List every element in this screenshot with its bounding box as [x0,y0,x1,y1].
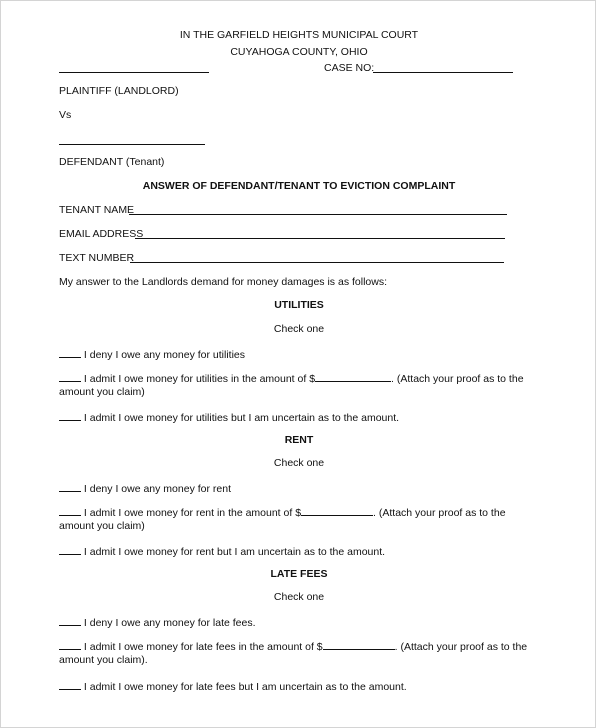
late-fees-deny-option[interactable] [59,615,256,630]
late-fees-uncertain-checkbox[interactable] [59,679,81,690]
utilities-amount-field[interactable] [315,371,391,382]
utilities-uncertain-option[interactable] [59,410,399,425]
late-fees-uncertain-text: I admit I owe money for late fees but I am uncertain as to the amount. [83,681,407,693]
intro-text: My answer to the Landlords demand for money damages is as follows: [59,276,387,288]
rent-admit-checkbox[interactable] [59,505,81,516]
rent-admit-text: I admit I owe money for rent in the amount of $ [83,507,302,519]
rent-admit-option[interactable] [59,505,506,520]
text-number-label: TEXT NUMBER [59,252,135,264]
utilities-admit-checkbox[interactable] [59,371,81,382]
rent-uncertain-option[interactable] [59,544,385,559]
late-fees-uncertain-option[interactable] [59,679,407,694]
case-no-line[interactable] [373,72,513,73]
county-name: CUYAHOGA COUNTY, OHIO [230,46,368,58]
plaintiff-name-line[interactable] [59,72,209,73]
utilities-admit-option[interactable] [59,371,524,386]
rent-deny-checkbox[interactable] [59,481,81,492]
rent-uncertain-text: I admit I owe money for rent but I am uncertain as to the amount. [83,546,386,558]
utilities-uncertain-checkbox[interactable] [59,410,81,421]
utilities-deny-text: I deny I owe any money for utilities [83,349,246,361]
email-label: EMAIL ADDRESS [59,228,144,240]
late-fees-admit-text: I admit I owe money for late fees in the amount of $ [83,641,323,653]
court-name: IN THE GARFIELD HEIGHTS MUNICIPAL COURT [179,29,419,41]
rent-deny-text: I deny I owe any money for rent [83,483,231,495]
late-fees-deny-text: I deny I owe any money for late fees. [83,617,256,629]
utilities-admit-text: I admit I owe money for utilities in the amount of $ [83,373,316,385]
utilities-uncertain-text: I admit I owe money for utilities but I am uncertain as to the amount. [83,412,400,424]
late-fees-admit-cont: amount you claim). [59,654,148,666]
defendant-label: DEFENDANT (Tenant) [59,156,165,168]
email-field[interactable] [135,238,505,239]
utilities-deny-option[interactable] [59,347,245,362]
defendant-name-line[interactable] [59,144,205,145]
late-fees-admit-checkbox[interactable] [59,639,81,650]
rent-admit-post: . (Attach your proof as to the [373,507,506,519]
late-fees-admit-option[interactable] [59,639,527,654]
utilities-deny-checkbox[interactable] [59,347,81,358]
utilities-check-one: Check one [273,323,325,335]
late-fees-heading: LATE FEES [270,568,328,580]
late-fees-deny-checkbox[interactable] [59,615,81,626]
late-fees-check-one: Check one [273,591,325,603]
document-title: ANSWER OF DEFENDANT/TENANT TO EVICTION COMPLAINT [142,180,456,192]
rent-deny-option[interactable] [59,481,231,496]
late-fees-amount-field[interactable] [323,639,395,650]
utilities-admit-post: . (Attach your proof as to the [391,373,524,385]
tenant-name-field[interactable] [129,214,507,215]
rent-admit-cont: amount you claim) [59,520,145,532]
rent-amount-field[interactable] [301,505,373,516]
vs-label: Vs [59,109,72,121]
text-number-field[interactable] [130,262,504,263]
rent-heading: RENT [284,434,314,446]
plaintiff-label: PLAINTIFF (LANDLORD) [59,85,179,97]
utilities-heading: UTILITIES [274,299,324,311]
late-fees-admit-post: . (Attach your proof as to the [394,641,528,653]
rent-check-one: Check one [273,457,325,469]
rent-uncertain-checkbox[interactable] [59,544,81,555]
utilities-admit-cont: amount you claim) [59,386,145,398]
tenant-name-label: TENANT NAME [59,204,135,216]
case-no-label: CASE NO: [324,62,375,74]
